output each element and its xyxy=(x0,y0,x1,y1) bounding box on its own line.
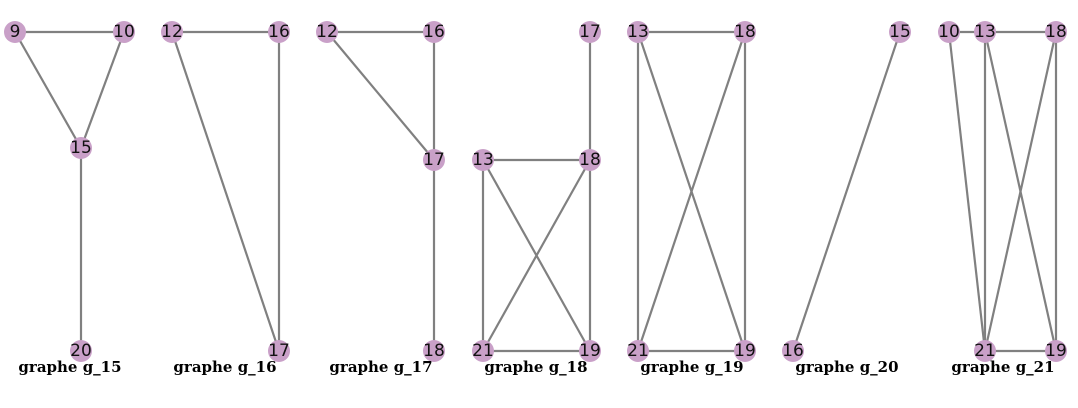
node-9 xyxy=(4,21,26,43)
node-layer xyxy=(316,21,445,362)
edge-15-16 xyxy=(793,32,900,351)
graph-title: graphe g_21 xyxy=(951,358,1055,376)
edge-layer xyxy=(327,32,434,351)
node-label: 19 xyxy=(734,341,756,361)
graph-title: graphe g_18 xyxy=(484,358,588,376)
node-label: 19 xyxy=(579,341,601,361)
node-label: 20 xyxy=(70,341,92,361)
node-17 xyxy=(579,21,601,43)
graph-title: graphe g_19 xyxy=(640,358,744,376)
graph-title: graphe g_15 xyxy=(18,358,122,376)
node-label: 17 xyxy=(423,150,445,170)
node-label: 18 xyxy=(579,150,601,170)
node-18 xyxy=(579,149,601,171)
edge-12-17 xyxy=(327,32,434,160)
node-label: 18 xyxy=(423,341,445,361)
node-label: 17 xyxy=(268,341,290,361)
graph-panel-g-15 xyxy=(4,21,135,376)
node-label: 19 xyxy=(1045,341,1067,361)
node-16 xyxy=(268,21,290,43)
graph-panel-g-20 xyxy=(782,21,911,376)
node-10 xyxy=(938,21,960,43)
node-label: 10 xyxy=(938,22,960,42)
node-label: 15 xyxy=(70,138,92,158)
node-label: 13 xyxy=(472,150,494,170)
node-label: 18 xyxy=(1045,22,1067,42)
node-16 xyxy=(423,21,445,43)
node-15 xyxy=(889,21,911,43)
node-13 xyxy=(472,149,494,171)
node-label: 17 xyxy=(579,22,601,42)
graph-panel-g-16 xyxy=(161,21,290,376)
edge-layer xyxy=(638,32,745,351)
graph-title: graphe g_16 xyxy=(173,358,277,376)
graph-title: graphe g_20 xyxy=(795,358,899,376)
node-label: 16 xyxy=(423,22,445,42)
edge-layer xyxy=(793,32,900,351)
node-12 xyxy=(161,21,183,43)
node-18 xyxy=(1045,21,1067,43)
node-label: 15 xyxy=(889,22,911,42)
node-13 xyxy=(974,21,996,43)
node-label: 12 xyxy=(316,22,338,42)
node-label: 10 xyxy=(113,22,135,42)
edge-layer xyxy=(949,32,1056,351)
graph-panel-g-19 xyxy=(627,21,756,376)
edge-layer xyxy=(15,32,124,351)
graph-panel-g-21 xyxy=(938,21,1067,376)
graph-panel-g-17 xyxy=(316,21,445,376)
node-label: 18 xyxy=(734,22,756,42)
node-label: 16 xyxy=(782,341,804,361)
node-label: 21 xyxy=(627,341,649,361)
node-label: 21 xyxy=(472,341,494,361)
edge-9-15 xyxy=(15,32,81,148)
node-15 xyxy=(70,137,92,159)
node-17 xyxy=(423,149,445,171)
node-13 xyxy=(627,21,649,43)
node-label: 16 xyxy=(268,22,290,42)
node-12 xyxy=(316,21,338,43)
node-label: 12 xyxy=(161,22,183,42)
node-label: 21 xyxy=(974,341,996,361)
edge-layer xyxy=(172,32,279,351)
node-label: 13 xyxy=(974,22,996,42)
node-10 xyxy=(113,21,135,43)
node-label: 9 xyxy=(9,22,21,42)
graph-title: graphe g_17 xyxy=(329,358,433,376)
node-layer xyxy=(472,21,601,362)
edge-10-21 xyxy=(949,32,985,351)
node-18 xyxy=(734,21,756,43)
graph-panel-g-18 xyxy=(472,21,601,376)
node-label: 13 xyxy=(627,22,649,42)
edge-10-15 xyxy=(81,32,124,148)
edge-layer xyxy=(483,32,590,351)
node-layer xyxy=(4,21,135,362)
edge-12-17 xyxy=(172,32,279,351)
